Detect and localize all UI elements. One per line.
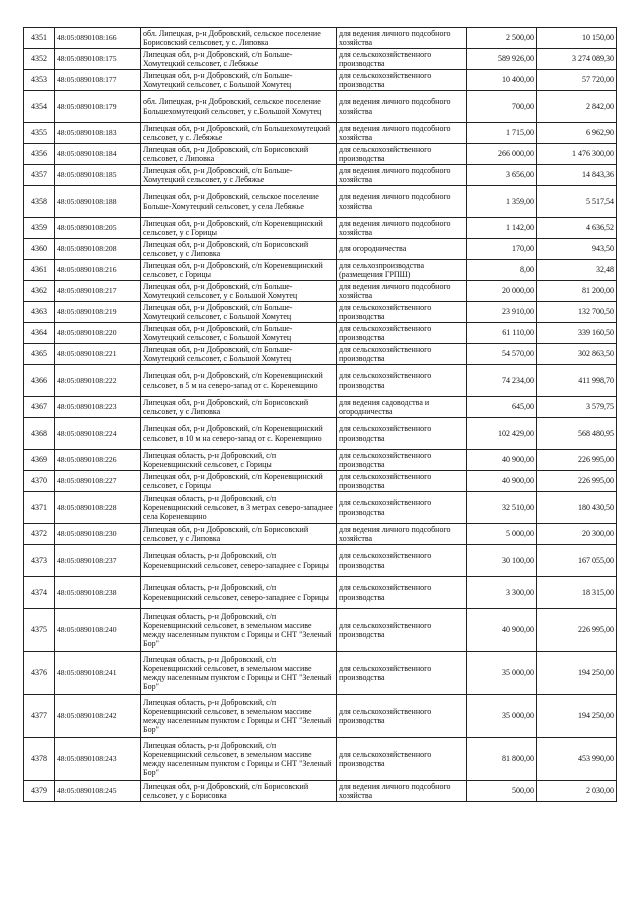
cadastral-value: 226 995,00 [537,450,617,471]
permitted-use: для сельскохозяйственного производства [337,609,467,652]
cadastral-number: 48:05:0890108:226 [55,450,141,471]
permitted-use: для сельскохозяйственного производства [337,492,467,524]
permitted-use: для сельскохозяйственного производства [337,652,467,695]
cadastral-number: 48:05:0890108:223 [55,397,141,418]
cadastral-value: 18 315,00 [537,577,617,609]
parcel-area: 266 000,00 [467,144,537,165]
row-number: 4375 [24,609,55,652]
table-row [24,260,617,281]
table-row [24,186,617,218]
table-row [24,545,617,577]
permitted-use: для ведения личного подсобного хозяйства [337,28,467,49]
row-number: 4371 [24,492,55,524]
row-number: 4377 [24,695,55,738]
row-number: 4362 [24,281,55,302]
parcel-area: 1 359,00 [467,186,537,218]
cadastral-number: 48:05:0890108:230 [55,524,141,545]
table-row [24,123,617,144]
parcel-address: Липецкая обл, р-н Добровский, с/п Больше-Хомутецкий сельсовет, с Большой Хомутец [141,302,337,323]
row-number: 4373 [24,545,55,577]
parcel-area: 74 234,00 [467,365,537,397]
parcel-address: Липецкая обл, р-н Добровский, с/п Борисовский сельсовет, у с Липовка [141,397,337,418]
land-parcel-table [23,27,617,802]
parcel-address: Липецкая область, р-н Добровский, с/п Кореневщинский сельсовет, северо-западнее с Горицы [141,577,337,609]
parcel-address: Липецкая обл, р-н Добровский, с/п Больше-Хомутецкий сельсовет, с Большой Хомутец [141,344,337,365]
cadastral-number: 48:05:0890108:237 [55,545,141,577]
parcel-address: обл. Липецкая, р-н Добровский, сельское поселение Борисовский сельсовет, у с. Липовка [141,28,337,49]
permitted-use: для сельскохозяйственного производства [337,302,467,323]
parcel-area: 81 800,00 [467,738,537,781]
cadastral-number: 48:05:0890108:217 [55,281,141,302]
parcel-address: Липецкая область, р-н Добровский, с/п Кореневщинский сельсовет, в земельном массиве между населенным пунктом с Горицы и СНТ "Зеленый Бор" [141,695,337,738]
cadastral-value: 3 579,75 [537,397,617,418]
parcel-address: Липецкая обл, р-н Добровский, с/п Больше-Хомутецкий сельсовет, с Большой Хомутец [141,70,337,91]
cadastral-number: 48:05:0890108:188 [55,186,141,218]
parcel-area: 61 110,00 [467,323,537,344]
cadastral-value: 10 150,00 [537,28,617,49]
permitted-use: для ведения личного подсобного хозяйства [337,781,467,802]
row-number: 4357 [24,165,55,186]
row-number: 4379 [24,781,55,802]
parcel-address: Липецкая обл, р-н Добровский, с/п Кореневщинский сельсовет, в 10 м на северо-запад от с. Кореневщино [141,418,337,450]
table-row [24,302,617,323]
row-number: 4354 [24,91,55,123]
parcel-area: 3 300,00 [467,577,537,609]
cadastral-value: 194 250,00 [537,652,617,695]
parcel-address: Липецкая обл, р-н Добровский, с/п Больше-Хомутецкий сельсовет, у с Большой Хомутец [141,281,337,302]
table-row [24,218,617,239]
parcel-area: 645,00 [467,397,537,418]
permitted-use: для ведения личного подсобного хозяйства [337,123,467,144]
parcel-area: 40 900,00 [467,450,537,471]
parcel-area: 20 000,00 [467,281,537,302]
row-number: 4365 [24,344,55,365]
parcel-address: Липецкая обл, р-н Добровский, с/п Больше-Хомутецкий сельсовет, с Лебяжье [141,49,337,70]
permitted-use: для сельскохозяйственного производства [337,545,467,577]
row-number: 4366 [24,365,55,397]
permitted-use: для ведения садоводства и огородничества [337,397,467,418]
cadastral-number: 48:05:0890108:216 [55,260,141,281]
parcel-address: обл. Липецкая, р-н Добровский, сельское поселение Большехомутецкий сельсовет, у с.Большой Хомутец [141,91,337,123]
cadastral-value: 81 200,00 [537,281,617,302]
table-body [24,28,617,802]
permitted-use: для сельхозпроизводства (размещения ГРПШ) [337,260,467,281]
row-number: 4376 [24,652,55,695]
cadastral-number: 48:05:0890108:243 [55,738,141,781]
row-number: 4351 [24,28,55,49]
parcel-area: 40 900,00 [467,471,537,492]
cadastral-number: 48:05:0890108:240 [55,609,141,652]
table-row [24,577,617,609]
row-number: 4368 [24,418,55,450]
parcel-area: 3 656,00 [467,165,537,186]
cadastral-number: 48:05:0890108:185 [55,165,141,186]
cadastral-number: 48:05:0890108:166 [55,28,141,49]
parcel-address: Липецкая обл, р-н Добровский, с/п Кореневщинский сельсовет, в 5 м на северо-запад от с. Кореневщино [141,365,337,397]
cadastral-number: 48:05:0890108:222 [55,365,141,397]
permitted-use: для сельскохозяйственного производства [337,418,467,450]
row-number: 4363 [24,302,55,323]
cadastral-number: 48:05:0890108:205 [55,218,141,239]
row-number: 4364 [24,323,55,344]
permitted-use: для ведения личного подсобного хозяйства [337,281,467,302]
table-row [24,239,617,260]
permitted-use: для ведения личного подсобного хозяйства [337,91,467,123]
cadastral-number: 48:05:0890108:221 [55,344,141,365]
row-number: 4378 [24,738,55,781]
permitted-use: для сельскохозяйственного производства [337,577,467,609]
parcel-area: 589 926,00 [467,49,537,70]
permitted-use: для ведения личного подсобного хозяйства [337,524,467,545]
cadastral-value: 4 636,52 [537,218,617,239]
cadastral-value: 339 160,50 [537,323,617,344]
permitted-use: для сельскохозяйственного производства [337,365,467,397]
cadastral-number: 48:05:0890108:219 [55,302,141,323]
parcel-area: 1 142,00 [467,218,537,239]
parcel-address: Липецкая область, р-н Добровский, с/п Кореневщинский сельсовет, в 3 метрах северо-западнее села Кореневщино [141,492,337,524]
parcel-area: 8,00 [467,260,537,281]
parcel-area: 102 429,00 [467,418,537,450]
cadastral-number: 48:05:0890108:245 [55,781,141,802]
cadastral-number: 48:05:0890108:175 [55,49,141,70]
parcel-area: 23 910,00 [467,302,537,323]
parcel-address: Липецкая область, р-н Добровский, с/п Кореневщинский сельсовет, с Горицы [141,450,337,471]
row-number: 4359 [24,218,55,239]
permitted-use: для сельскохозяйственного производства [337,323,467,344]
table-row [24,781,617,802]
cadastral-number: 48:05:0890108:241 [55,652,141,695]
table-row [24,144,617,165]
cadastral-value: 132 700,50 [537,302,617,323]
parcel-area: 500,00 [467,781,537,802]
cadastral-value: 1 476 300,00 [537,144,617,165]
cadastral-number: 48:05:0890108:227 [55,471,141,492]
table-row [24,738,617,781]
row-number: 4353 [24,70,55,91]
parcel-address: Липецкая обл, р-н Добровский, с/п Больше-Хомутецкий сельсовет, с Большой Хомутец [141,323,337,344]
document-page [23,27,617,802]
permitted-use: для сельскохозяйственного производства [337,471,467,492]
row-number: 4355 [24,123,55,144]
cadastral-value: 5 517,54 [537,186,617,218]
table-row [24,397,617,418]
row-number: 4374 [24,577,55,609]
parcel-address: Липецкая обл, р-н Добровский, с/п Большехомутецкий сельсовет, у с. Лебяжье [141,123,337,144]
cadastral-number: 48:05:0890108:208 [55,239,141,260]
cadastral-number: 48:05:0890108:184 [55,144,141,165]
cadastral-number: 48:05:0890108:220 [55,323,141,344]
parcel-address: Липецкая обл, р-н Добровский, с/п Борисовский сельсовет, у с Липовка [141,524,337,545]
row-number: 4360 [24,239,55,260]
table-row [24,609,617,652]
cadastral-value: 453 990,00 [537,738,617,781]
cadastral-number: 48:05:0890108:183 [55,123,141,144]
row-number: 4356 [24,144,55,165]
table-row [24,91,617,123]
permitted-use: для сельскохозяйственного производства [337,344,467,365]
cadastral-value: 226 995,00 [537,609,617,652]
permitted-use: для сельскохозяйственного производства [337,738,467,781]
table-row [24,418,617,450]
parcel-area: 2 500,00 [467,28,537,49]
cadastral-value: 302 863,50 [537,344,617,365]
permitted-use: для сельскохозяйственного производства [337,49,467,70]
permitted-use: для ведения личного подсобного хозяйства [337,218,467,239]
parcel-address: Липецкая обл, р-н Добровский, с/п Борисовский сельсовет, с Липовка [141,144,337,165]
permitted-use: для ведения личного подсобного хозяйства [337,186,467,218]
parcel-address: Липецкая обл, р-н Добровский, с/п Кореневщинский сельсовет, с Горицы [141,471,337,492]
parcel-address: Липецкая обл, р-н Добровский, с/п Борисовский сельсовет, у с Липовка [141,239,337,260]
parcel-area: 700,00 [467,91,537,123]
parcel-address: Липецкая обл, р-н Добровский, сельское поселение Больше-Хомутецкий сельсовет, у села Лебяжье [141,186,337,218]
parcel-area: 5 000,00 [467,524,537,545]
row-number: 4358 [24,186,55,218]
parcel-address: Липецкая обл, р-н Добровский, с/п Больше-Хомутецкий сельсовет, у с Лебяжье [141,165,337,186]
cadastral-value: 2 842,00 [537,91,617,123]
table-row [24,70,617,91]
cadastral-value: 226 995,00 [537,471,617,492]
table-row [24,365,617,397]
cadastral-value: 943,50 [537,239,617,260]
parcel-area: 40 900,00 [467,609,537,652]
table-row [24,344,617,365]
parcel-area: 35 000,00 [467,652,537,695]
parcel-address: Липецкая область, р-н Добровский, с/п Кореневщинский сельсовет, в земельном массиве между населенным пунктом с Горицы и СНТ "Зеленый Бор" [141,652,337,695]
parcel-address: Липецкая обл, р-н Добровский, с/п Кореневщинский сельсовет, у с Горицы [141,218,337,239]
cadastral-value: 2 030,00 [537,781,617,802]
permitted-use: для огородничества [337,239,467,260]
table-row [24,165,617,186]
parcel-area: 10 400,00 [467,70,537,91]
cadastral-value: 6 962,90 [537,123,617,144]
permitted-use: для сельскохозяйственного производства [337,450,467,471]
parcel-area: 32 510,00 [467,492,537,524]
cadastral-value: 411 998,70 [537,365,617,397]
parcel-area: 170,00 [467,239,537,260]
cadastral-value: 20 300,00 [537,524,617,545]
cadastral-number: 48:05:0890108:242 [55,695,141,738]
table-row [24,28,617,49]
permitted-use: для сельскохозяйственного производства [337,144,467,165]
table-row [24,652,617,695]
parcel-area: 30 100,00 [467,545,537,577]
cadastral-value: 57 720,00 [537,70,617,91]
table-row [24,471,617,492]
parcel-address: Липецкая обл, р-н Добровский, с/п Борисовский сельсовет, у с Борисовка [141,781,337,802]
row-number: 4352 [24,49,55,70]
parcel-address: Липецкая область, р-н Добровский, с/п Кореневщинский сельсовет, в земельном массиве между населенным пунктом с Горицы и СНТ "Зеленый Бор" [141,738,337,781]
cadastral-value: 14 843,36 [537,165,617,186]
permitted-use: для сельскохозяйственного производства [337,695,467,738]
parcel-address: Липецкая область, р-н Добровский, с/п Кореневщинский сельсовет, северо-западнее с Горицы [141,545,337,577]
cadastral-number: 48:05:0890108:224 [55,418,141,450]
row-number: 4372 [24,524,55,545]
cadastral-number: 48:05:0890108:179 [55,91,141,123]
table-row [24,323,617,344]
cadastral-value: 194 250,00 [537,695,617,738]
cadastral-value: 568 480,95 [537,418,617,450]
parcel-address: Липецкая область, р-н Добровский, с/п Кореневщинский сельсовет, в земельном массиве между населенным пунктом с Горицы и СНТ "Зеленый Бор" [141,609,337,652]
table-row [24,492,617,524]
cadastral-number: 48:05:0890108:177 [55,70,141,91]
parcel-area: 1 715,00 [467,123,537,144]
table-row [24,281,617,302]
cadastral-value: 32,48 [537,260,617,281]
permitted-use: для сельскохозяйственного производства [337,70,467,91]
cadastral-value: 167 055,00 [537,545,617,577]
row-number: 4367 [24,397,55,418]
cadastral-number: 48:05:0890108:238 [55,577,141,609]
parcel-area: 54 570,00 [467,344,537,365]
parcel-area: 35 000,00 [467,695,537,738]
table-row [24,524,617,545]
cadastral-value: 180 430,50 [537,492,617,524]
row-number: 4369 [24,450,55,471]
table-row [24,695,617,738]
row-number: 4370 [24,471,55,492]
permitted-use: для ведения личного подсобного хозяйства [337,165,467,186]
cadastral-number: 48:05:0890108:228 [55,492,141,524]
table-row [24,450,617,471]
row-number: 4361 [24,260,55,281]
table-row [24,49,617,70]
cadastral-value: 3 274 089,30 [537,49,617,70]
parcel-address: Липецкая обл, р-н Добровский, с/п Кореневщинский сельсовет, с Горицы [141,260,337,281]
